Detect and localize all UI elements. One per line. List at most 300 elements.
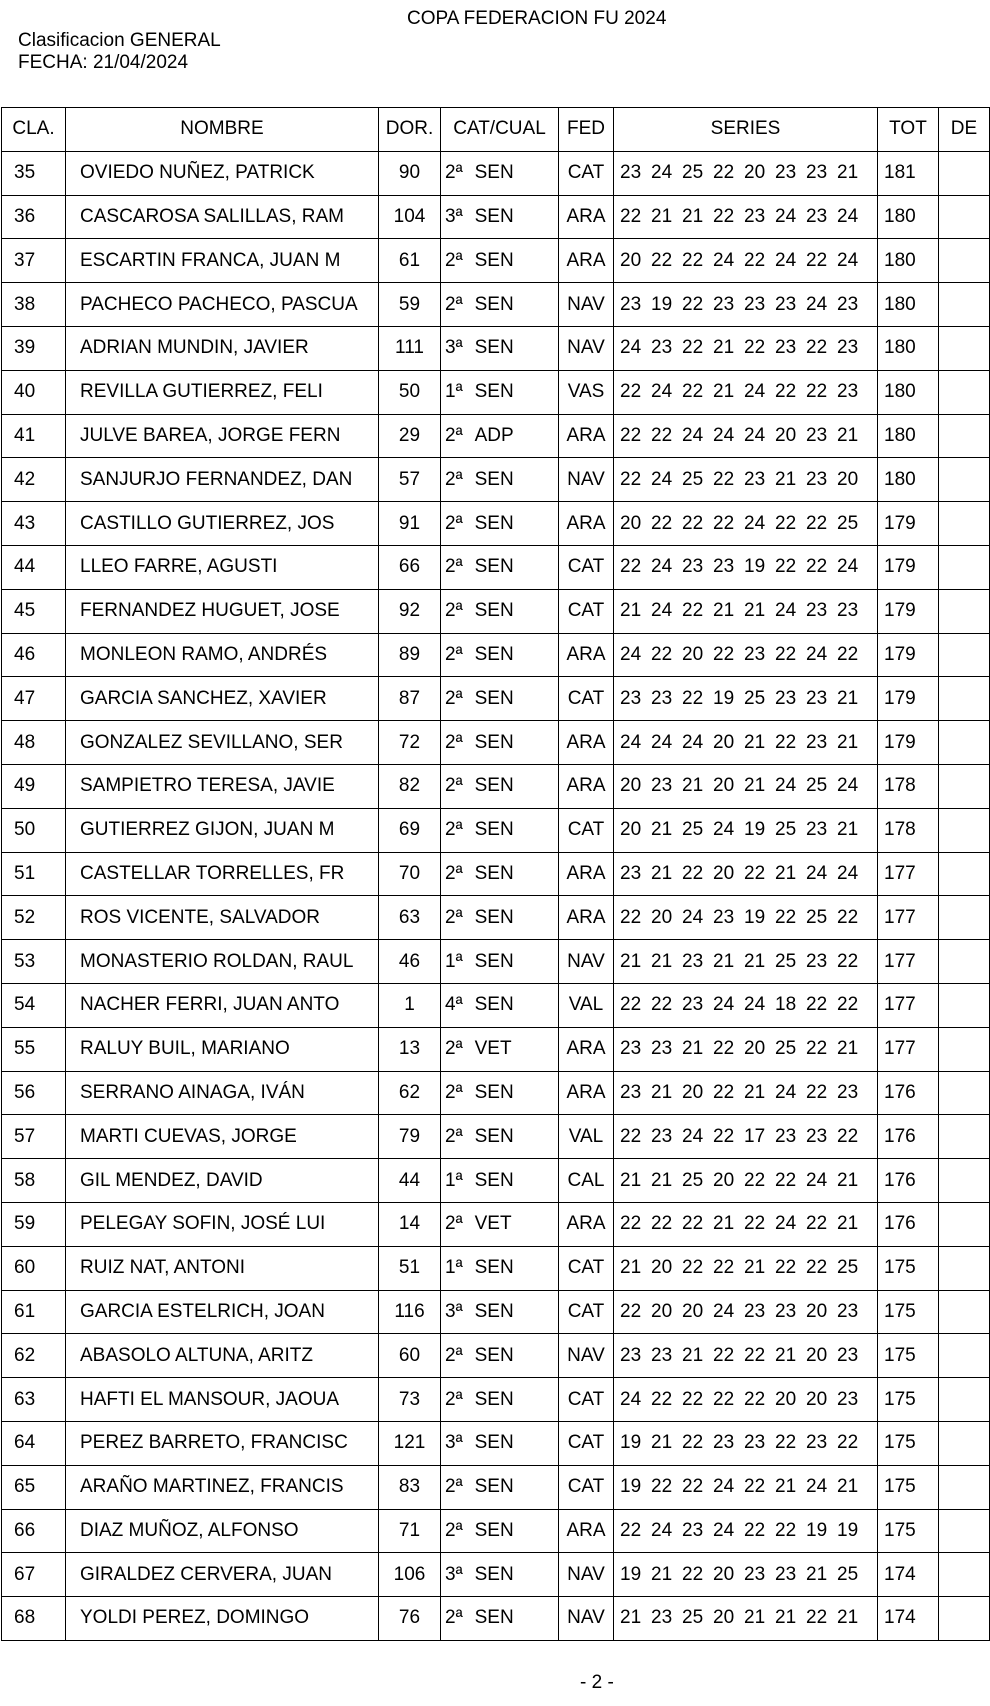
table-row [2, 1378, 990, 1422]
series-score: 21 [744, 731, 766, 753]
qualification-value: SEN [474, 1432, 514, 1454]
federation-cell: CAT [559, 1421, 614, 1465]
category-value: 2ª [445, 906, 463, 928]
series-cell [614, 589, 878, 633]
series-score: 20 [806, 1300, 828, 1322]
series-score: 22 [651, 512, 673, 534]
series-score: 22 [620, 994, 642, 1016]
series-score: 22 [620, 1213, 642, 1235]
series-score: 22 [744, 1519, 766, 1541]
qualification-value: SEN [474, 687, 514, 709]
de-cell [939, 1246, 990, 1290]
series-score: 23 [806, 687, 828, 709]
name-cell: RUIZ NAT, ANTONI [66, 1246, 379, 1290]
de-cell [939, 1378, 990, 1422]
series-score: 24 [744, 381, 766, 403]
series-score: 20 [713, 775, 735, 797]
qualification-value: SEN [474, 162, 514, 184]
total-cell: 175 [878, 1290, 939, 1334]
series-score: 24 [620, 643, 642, 665]
name-cell: PEREZ BARRETO, FRANCISC [66, 1421, 379, 1465]
series-score: 24 [713, 1300, 735, 1322]
bib-cell: 60 [379, 1334, 441, 1378]
series-score: 22 [682, 337, 704, 359]
series-score: 19 [744, 556, 766, 578]
total-cell: 175 [878, 1465, 939, 1509]
series-score: 22 [620, 1300, 642, 1322]
total-cell: 180 [878, 239, 939, 283]
total-cell: 176 [878, 1115, 939, 1159]
federation-cell: VAL [559, 1115, 614, 1159]
series-score: 23 [620, 1081, 642, 1103]
header-nombre: NOMBRE [66, 108, 379, 152]
series-score: 22 [713, 1257, 735, 1279]
series-score: 23 [775, 337, 797, 359]
category-cell [441, 633, 559, 677]
de-cell [939, 852, 990, 896]
series-score: 22 [806, 512, 828, 534]
series-cell [614, 1553, 878, 1597]
rank-cell: 45 [2, 589, 66, 633]
name-cell: DIAZ MUÑOZ, ALFONSO [66, 1509, 379, 1553]
name-cell: PACHECO PACHECO, PASCUA [66, 283, 379, 327]
series-score: 23 [806, 424, 828, 446]
qualification-value: SEN [474, 1563, 514, 1585]
series-score: 23 [775, 1300, 797, 1322]
series-score: 22 [682, 249, 704, 271]
category-value: 2ª [445, 819, 463, 841]
qualification-value: SEN [474, 1388, 514, 1410]
series-score: 24 [651, 468, 673, 490]
de-cell [939, 239, 990, 283]
federation-cell: NAV [559, 1334, 614, 1378]
category-cell [441, 1378, 559, 1422]
series-score: 22 [775, 906, 797, 928]
series-score: 20 [713, 731, 735, 753]
series-score: 25 [682, 468, 704, 490]
name-cell: GARCIA SANCHEZ, XAVIER [66, 677, 379, 721]
total-cell: 178 [878, 808, 939, 852]
series-score: 22 [682, 1563, 704, 1585]
category-value: 2ª [445, 1519, 463, 1541]
series-score: 22 [806, 1607, 828, 1629]
series-score: 21 [837, 1607, 859, 1629]
series-score: 21 [651, 205, 673, 227]
rank-cell: 35 [2, 151, 66, 195]
category-cell [441, 326, 559, 370]
federation-cell: NAV [559, 326, 614, 370]
bib-cell: 13 [379, 1027, 441, 1071]
category-cell [441, 1290, 559, 1334]
name-cell: SAMPIETRO TERESA, JAVIE [66, 764, 379, 808]
name-cell: HAFTI EL MANSOUR, JAOUA [66, 1378, 379, 1422]
series-score: 22 [682, 293, 704, 315]
series-score: 21 [713, 337, 735, 359]
series-cell [614, 808, 878, 852]
de-cell [939, 458, 990, 502]
series-score: 21 [837, 424, 859, 446]
qualification-value: SEN [474, 1607, 514, 1629]
series-score: 22 [806, 249, 828, 271]
qualification-value: SEN [474, 512, 514, 534]
table-row [2, 151, 990, 195]
series-score: 25 [682, 1607, 704, 1629]
rank-cell: 52 [2, 896, 66, 940]
federation-cell: NAV [559, 1597, 614, 1641]
series-score: 24 [651, 381, 673, 403]
table-row [2, 1115, 990, 1159]
series-score: 23 [775, 687, 797, 709]
series-score: 24 [837, 862, 859, 884]
series-cell [614, 151, 878, 195]
series-score: 24 [651, 731, 673, 753]
name-cell: GARCIA ESTELRICH, JOAN [66, 1290, 379, 1334]
total-cell: 179 [878, 721, 939, 765]
series-score: 25 [682, 1169, 704, 1191]
bib-cell: 121 [379, 1421, 441, 1465]
rank-cell: 47 [2, 677, 66, 721]
series-cell [614, 1290, 878, 1334]
rank-cell: 62 [2, 1334, 66, 1378]
series-score: 22 [651, 249, 673, 271]
series-score: 23 [744, 643, 766, 665]
federation-cell: ARA [559, 1071, 614, 1115]
results-body [2, 151, 990, 1640]
de-cell [939, 370, 990, 414]
series-score: 21 [682, 205, 704, 227]
bib-cell: 70 [379, 852, 441, 896]
name-cell: CASCAROSA SALILLAS, RAM [66, 195, 379, 239]
date-label: FECHA: 21/04/2024 [18, 52, 189, 73]
rank-cell: 58 [2, 1159, 66, 1203]
series-score: 23 [806, 600, 828, 622]
table-row [2, 283, 990, 327]
federation-cell: CAL [559, 1159, 614, 1203]
category-value: 3ª [445, 1432, 463, 1454]
series-score: 22 [837, 950, 859, 972]
de-cell [939, 195, 990, 239]
total-cell: 176 [878, 1071, 939, 1115]
series-score: 23 [837, 1300, 859, 1322]
table-row [2, 370, 990, 414]
series-score: 24 [775, 1081, 797, 1103]
rank-cell: 51 [2, 852, 66, 896]
series-cell [614, 370, 878, 414]
rank-cell: 36 [2, 195, 66, 239]
table-row [2, 1159, 990, 1203]
table-row [2, 721, 990, 765]
category-cell [441, 1597, 559, 1641]
series-score: 22 [837, 643, 859, 665]
series-score: 23 [651, 1344, 673, 1366]
series-score: 22 [620, 424, 642, 446]
de-cell [939, 1465, 990, 1509]
name-cell: MARTI CUEVAS, JORGE [66, 1115, 379, 1159]
de-cell [939, 1553, 990, 1597]
category-cell [441, 1202, 559, 1246]
category-cell [441, 1246, 559, 1290]
series-score: 23 [806, 162, 828, 184]
name-cell: FERNANDEZ HUGUET, JOSE [66, 589, 379, 633]
series-score: 21 [837, 819, 859, 841]
federation-cell: CAT [559, 589, 614, 633]
total-cell: 179 [878, 677, 939, 721]
rank-cell: 42 [2, 458, 66, 502]
series-score: 22 [837, 994, 859, 1016]
series-score: 21 [744, 950, 766, 972]
series-score: 24 [713, 819, 735, 841]
series-score: 23 [620, 1344, 642, 1366]
bib-cell: 62 [379, 1071, 441, 1115]
category-cell [441, 1115, 559, 1159]
series-score: 23 [713, 1432, 735, 1454]
series-score: 21 [837, 162, 859, 184]
series-score: 23 [713, 556, 735, 578]
series-score: 22 [682, 600, 704, 622]
name-cell: GIL MENDEZ, DAVID [66, 1159, 379, 1203]
de-cell [939, 1115, 990, 1159]
de-cell [939, 633, 990, 677]
series-score: 22 [806, 1213, 828, 1235]
header-cat-cual: CAT/CUAL [441, 108, 559, 152]
series-score: 23 [682, 1519, 704, 1541]
series-score: 22 [682, 1388, 704, 1410]
series-score: 22 [620, 556, 642, 578]
series-score: 23 [682, 950, 704, 972]
series-score: 25 [775, 1038, 797, 1060]
category-cell [441, 370, 559, 414]
series-score: 22 [837, 1125, 859, 1147]
series-score: 21 [744, 600, 766, 622]
category-cell [441, 1334, 559, 1378]
table-header-row [2, 108, 990, 152]
series-score: 22 [682, 381, 704, 403]
series-score: 23 [837, 600, 859, 622]
series-score: 23 [651, 687, 673, 709]
series-score: 23 [713, 293, 735, 315]
qualification-value: SEN [474, 293, 514, 315]
series-score: 21 [713, 381, 735, 403]
series-score: 22 [651, 1213, 673, 1235]
series-score: 21 [651, 1563, 673, 1585]
bib-cell: 71 [379, 1509, 441, 1553]
total-cell: 180 [878, 458, 939, 502]
category-value: 3ª [445, 337, 463, 359]
bib-cell: 76 [379, 1597, 441, 1641]
series-score: 24 [775, 249, 797, 271]
total-cell: 180 [878, 283, 939, 327]
category-value: 2ª [445, 1476, 463, 1498]
series-score: 22 [620, 906, 642, 928]
series-score: 21 [713, 600, 735, 622]
series-score: 20 [620, 775, 642, 797]
series-score: 23 [651, 1125, 673, 1147]
federation-cell: NAV [559, 283, 614, 327]
total-cell: 179 [878, 545, 939, 589]
series-score: 25 [682, 819, 704, 841]
series-score: 22 [651, 1388, 673, 1410]
category-cell [441, 1509, 559, 1553]
total-cell: 181 [878, 151, 939, 195]
series-score: 24 [775, 600, 797, 622]
series-score: 23 [744, 205, 766, 227]
bib-cell: 87 [379, 677, 441, 721]
rank-cell: 67 [2, 1553, 66, 1597]
series-score: 22 [682, 1476, 704, 1498]
category-value: 2ª [445, 1607, 463, 1629]
series-score: 24 [620, 1388, 642, 1410]
series-score: 20 [806, 1344, 828, 1366]
series-score: 22 [651, 1476, 673, 1498]
series-score: 22 [775, 1432, 797, 1454]
total-cell: 177 [878, 852, 939, 896]
series-score: 23 [775, 1125, 797, 1147]
rank-cell: 44 [2, 545, 66, 589]
federation-cell: CAT [559, 545, 614, 589]
series-score: 23 [744, 1563, 766, 1585]
series-score: 21 [837, 1169, 859, 1191]
series-score: 21 [620, 600, 642, 622]
rank-cell: 63 [2, 1378, 66, 1422]
table-row [2, 1334, 990, 1378]
series-score: 23 [806, 731, 828, 753]
series-cell [614, 1027, 878, 1071]
total-cell: 179 [878, 633, 939, 677]
table-row [2, 896, 990, 940]
name-cell: ROS VICENTE, SALVADOR [66, 896, 379, 940]
name-cell: GONZALEZ SEVILLANO, SER [66, 721, 379, 765]
bib-cell: 63 [379, 896, 441, 940]
series-cell [614, 239, 878, 283]
series-score: 24 [744, 512, 766, 534]
de-cell [939, 1334, 990, 1378]
category-value: 2ª [445, 600, 463, 622]
series-score: 20 [651, 1300, 673, 1322]
series-score: 21 [744, 775, 766, 797]
series-score: 21 [837, 1038, 859, 1060]
federation-cell: CAT [559, 1290, 614, 1334]
series-score: 24 [713, 249, 735, 271]
series-score: 23 [682, 994, 704, 1016]
bib-cell: 90 [379, 151, 441, 195]
bib-cell: 92 [379, 589, 441, 633]
series-score: 19 [713, 687, 735, 709]
de-cell [939, 721, 990, 765]
de-cell [939, 983, 990, 1027]
series-score: 24 [713, 994, 735, 1016]
series-score: 24 [806, 643, 828, 665]
total-cell: 180 [878, 370, 939, 414]
series-score: 21 [651, 819, 673, 841]
category-value: 2ª [445, 1125, 463, 1147]
series-cell [614, 283, 878, 327]
de-cell [939, 1159, 990, 1203]
series-score: 22 [651, 994, 673, 1016]
name-cell: ESCARTIN FRANCA, JUAN M [66, 239, 379, 283]
results-table [1, 107, 990, 1641]
series-cell [614, 1071, 878, 1115]
category-value: 1ª [445, 381, 463, 403]
series-score: 22 [775, 1257, 797, 1279]
series-score: 24 [651, 556, 673, 578]
rank-cell: 65 [2, 1465, 66, 1509]
series-cell [614, 1159, 878, 1203]
series-score: 23 [620, 862, 642, 884]
series-score: 21 [775, 468, 797, 490]
series-score: 22 [744, 1169, 766, 1191]
series-score: 20 [713, 1607, 735, 1629]
series-score: 22 [775, 731, 797, 753]
series-score: 25 [744, 687, 766, 709]
series-score: 22 [775, 1169, 797, 1191]
federation-cell: CAT [559, 677, 614, 721]
series-score: 24 [651, 600, 673, 622]
header-fed: FED [559, 108, 614, 152]
category-cell [441, 940, 559, 984]
table-row [2, 239, 990, 283]
bib-cell: 82 [379, 764, 441, 808]
series-score: 25 [682, 162, 704, 184]
federation-cell: VAS [559, 370, 614, 414]
series-score: 21 [837, 687, 859, 709]
series-score: 21 [775, 862, 797, 884]
series-score: 23 [775, 293, 797, 315]
series-score: 23 [837, 1388, 859, 1410]
federation-cell: CAT [559, 1246, 614, 1290]
series-score: 22 [806, 1038, 828, 1060]
series-score: 23 [620, 687, 642, 709]
de-cell [939, 896, 990, 940]
bib-cell: 69 [379, 808, 441, 852]
bib-cell: 14 [379, 1202, 441, 1246]
category-cell [441, 458, 559, 502]
qualification-value: VET [474, 1038, 512, 1060]
series-score: 22 [806, 994, 828, 1016]
series-score: 24 [775, 205, 797, 227]
bib-cell: 57 [379, 458, 441, 502]
series-score: 19 [620, 1432, 642, 1454]
rank-cell: 41 [2, 414, 66, 458]
federation-cell: ARA [559, 896, 614, 940]
name-cell: GIRALDEZ CERVERA, JUAN [66, 1553, 379, 1597]
rank-cell: 46 [2, 633, 66, 677]
series-cell [614, 1115, 878, 1159]
series-score: 21 [713, 1213, 735, 1235]
series-score: 22 [682, 687, 704, 709]
series-cell [614, 1597, 878, 1641]
category-cell [441, 1027, 559, 1071]
federation-cell: ARA [559, 1027, 614, 1071]
series-cell [614, 1421, 878, 1465]
header-dor: DOR. [379, 108, 441, 152]
name-cell: YOLDI PEREZ, DOMINGO [66, 1597, 379, 1641]
qualification-value: SEN [474, 1257, 514, 1279]
table-row [2, 852, 990, 896]
rank-cell: 68 [2, 1597, 66, 1641]
category-cell [441, 502, 559, 546]
total-cell: 179 [878, 589, 939, 633]
bib-cell: 50 [379, 370, 441, 414]
series-score: 20 [744, 1038, 766, 1060]
series-cell [614, 1378, 878, 1422]
series-score: 20 [713, 862, 735, 884]
series-score: 24 [682, 906, 704, 928]
series-cell [614, 677, 878, 721]
de-cell [939, 1202, 990, 1246]
series-score: 22 [713, 1388, 735, 1410]
series-score: 19 [620, 1476, 642, 1498]
series-score: 22 [744, 249, 766, 271]
